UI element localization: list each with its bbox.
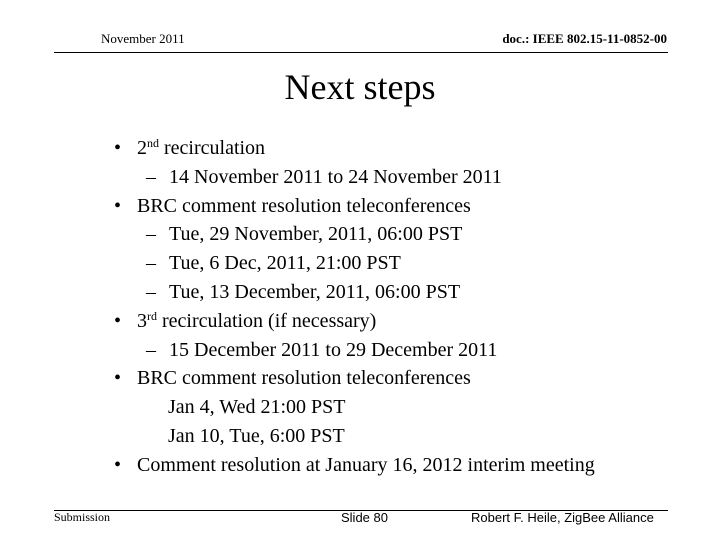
dash-icon: – — [146, 166, 156, 188]
item-text: Jan 10, Tue, 6:00 PST — [168, 425, 345, 447]
item-text: 3rd recirculation (if necessary) — [137, 309, 377, 332]
dash-icon: – — [146, 339, 156, 361]
bullet-icon: • — [114, 137, 122, 159]
item-text: 14 November 2011 to 24 November 2011 — [169, 166, 502, 188]
item-text: 15 December 2011 to 29 December 2011 — [169, 339, 498, 361]
item-text: Tue, 13 December, 2011, 06:00 PST — [169, 281, 461, 303]
item-text: Tue, 6 Dec, 2011, 21:00 PST — [169, 252, 401, 274]
header-doc-id: doc.: IEEE 802.15-11-0852-00 — [502, 31, 667, 46]
footer-submission: Submission — [54, 510, 111, 524]
bullet-icon: • — [114, 195, 122, 217]
footer-author: Robert F. Heile, ZigBee Alliance — [471, 510, 654, 525]
header-rule — [54, 52, 668, 53]
dash-icon: – — [146, 281, 156, 303]
footer-slide-number: Slide 80 — [341, 510, 388, 525]
slide-title: Next steps — [284, 67, 436, 107]
item-text: Jan 4, Wed 21:00 PST — [168, 396, 346, 418]
item-text: Tue, 29 November, 2011, 06:00 PST — [169, 223, 463, 245]
item-text: Comment resolution at January 16, 2012 interim meeting — [137, 454, 595, 476]
item-text: BRC comment resolution teleconferences — [137, 367, 471, 389]
item-text: 2nd recirculation — [137, 136, 266, 159]
bullet-icon: • — [114, 454, 122, 476]
dash-icon: – — [146, 252, 156, 274]
bullet-icon: • — [114, 367, 122, 389]
dash-icon: – — [146, 223, 156, 245]
item-text: BRC comment resolution teleconferences — [137, 195, 471, 217]
header-date: November 2011 — [101, 31, 185, 46]
bullet-icon: • — [114, 310, 122, 332]
